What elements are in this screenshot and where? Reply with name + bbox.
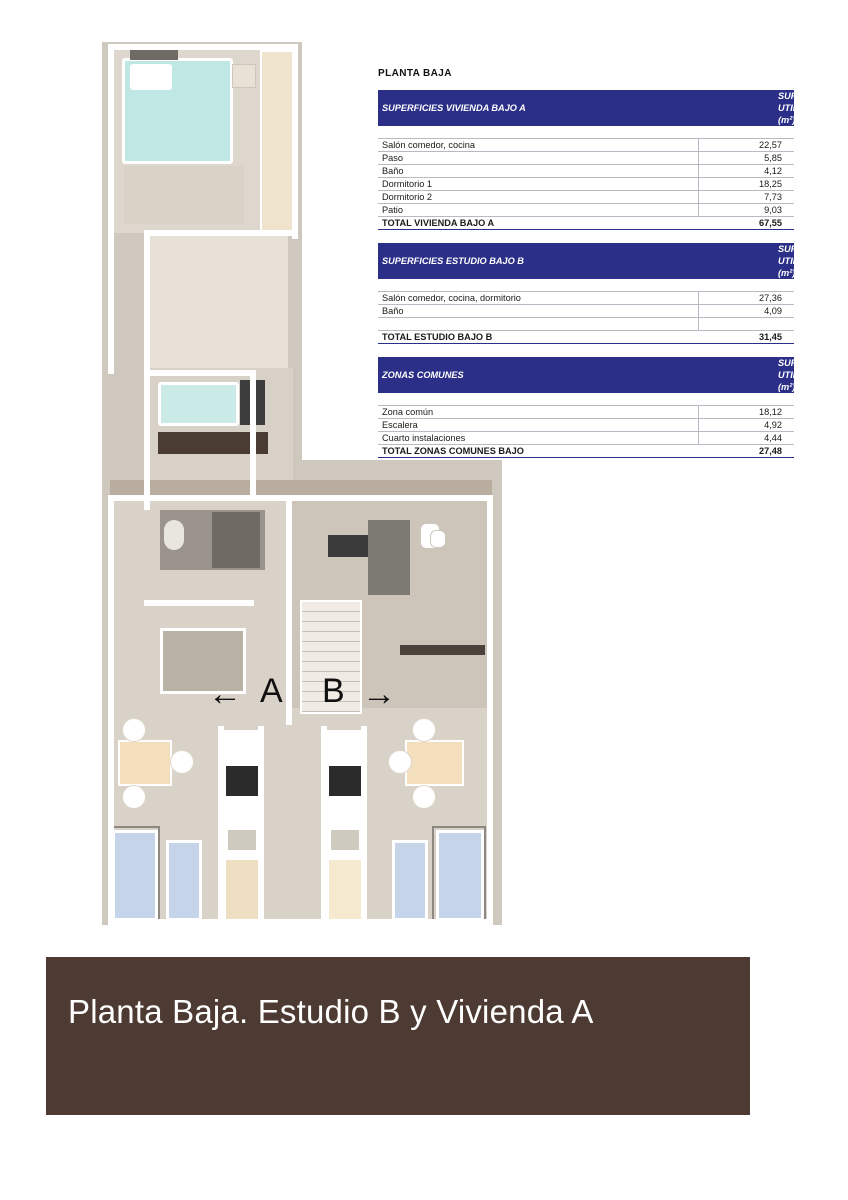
bathtub-icon — [158, 382, 239, 426]
wall-segment — [218, 726, 224, 922]
table-header-row — [378, 243, 794, 279]
table-row — [378, 318, 794, 331]
arrow-left-icon: ← — [208, 675, 242, 713]
washbasin-icon-studio — [430, 530, 446, 548]
marker-unit-b: B — [322, 672, 345, 710]
table-header-row — [378, 357, 794, 393]
chair-icon — [412, 785, 436, 809]
studio-counter-icon — [368, 520, 410, 595]
wall-segment — [144, 600, 254, 606]
wall-segment — [108, 44, 298, 50]
chair-icon — [122, 785, 146, 809]
wall-segment — [487, 495, 493, 925]
table-row: Dormitorio 1 18,25 — [378, 178, 794, 191]
table-spacer-row — [378, 393, 794, 406]
table-spacer-row — [378, 279, 794, 292]
table-header-right: SUPERFICIES UTILES (m²) — [778, 91, 840, 125]
table-header-row — [378, 90, 794, 126]
table-estudio-bajo-b — [378, 243, 840, 344]
wall-segment — [108, 495, 114, 925]
window-right2-icon — [436, 830, 484, 921]
wall-segment — [108, 44, 114, 374]
table-header-left: SUPERFICIES ESTUDIO BAJO B — [382, 256, 524, 266]
wall-segment — [286, 495, 292, 725]
wall-segment — [361, 726, 367, 922]
footer-caption: Planta Baja. Estudio B y Vivienda A — [68, 993, 594, 1030]
table-row: Baño 4,09 — [378, 305, 794, 318]
table-row: Baño 4,12 — [378, 165, 794, 178]
wardrobe-icon — [260, 50, 294, 234]
chair-icon — [388, 750, 412, 774]
chair-icon — [122, 718, 146, 742]
wall-segment — [108, 495, 493, 501]
dining-table-a-icon — [118, 740, 172, 786]
fixture-a-icon — [228, 830, 256, 850]
wall-segment — [148, 370, 256, 376]
table-header-left: SUPERFICIES VIVIENDA BAJO A — [382, 103, 526, 113]
pillow-icon — [130, 64, 172, 90]
window-left-icon — [112, 830, 158, 921]
table-header-right: SUPERFICIES UTILES (m²) — [778, 244, 840, 278]
nightstand-icon — [232, 64, 256, 88]
table-vivienda-bajo-a — [378, 90, 840, 230]
room-patio-floor — [148, 233, 288, 368]
marker-unit-a: A — [260, 672, 283, 710]
wall-segment — [148, 230, 298, 236]
wall-segment — [321, 726, 327, 922]
table-row: Escalera 4,92 — [378, 419, 794, 432]
table-total-row: TOTAL ESTUDIO BAJO B 31,45 — [378, 331, 794, 344]
dining-table-b-icon — [405, 740, 464, 786]
table-row: Salón comedor, cocina 22,57 — [378, 139, 794, 152]
table-spacer-row — [378, 126, 794, 139]
fixture-b-icon — [331, 830, 359, 850]
chair-icon — [412, 718, 436, 742]
table-header-left: ZONAS COMUNES — [382, 370, 464, 380]
chair-icon — [170, 750, 194, 774]
kitchen-appliance-icon — [212, 512, 260, 568]
table-row: Patio 9,03 — [378, 204, 794, 217]
wall-segment — [108, 919, 493, 925]
table-row: Paso 5,85 — [378, 152, 794, 165]
wall-segment — [292, 44, 298, 239]
table-total-row: TOTAL VIVIENDA BAJO A 67,55 — [378, 217, 794, 230]
table-row: Dormitorio 2 7,73 — [378, 191, 794, 204]
footer-banner — [46, 957, 750, 1115]
page-title: PLANTA BAJA — [378, 68, 452, 79]
window-right-icon — [392, 840, 428, 921]
door-b-icon — [329, 860, 361, 920]
door-a-icon — [226, 860, 258, 920]
wall-segment — [258, 726, 264, 922]
surface-tables-panel — [378, 68, 840, 471]
table-header-right: SUPERFICIES UTILES (m²) — [778, 358, 840, 392]
table-total-row: TOTAL ZONAS COMUNES BAJO 27,48 — [378, 445, 794, 458]
table-row: Cuarto instalaciones 4,44 — [378, 432, 794, 445]
entry-block-a-icon — [226, 766, 258, 796]
table-row: Salón comedor, cocina, dormitorio 27,36 — [378, 292, 794, 305]
table-zonas-comunes — [378, 357, 840, 458]
table-row: Zona común 18,12 — [378, 406, 794, 419]
studio-bar-icon — [400, 645, 485, 655]
rug-bedroom1 — [124, 166, 244, 224]
wall-segment — [250, 370, 256, 500]
arrow-right-icon: → — [362, 675, 396, 713]
window-left2-icon — [166, 840, 202, 921]
entry-block-b-icon — [329, 766, 361, 796]
sink-icon — [164, 520, 184, 550]
